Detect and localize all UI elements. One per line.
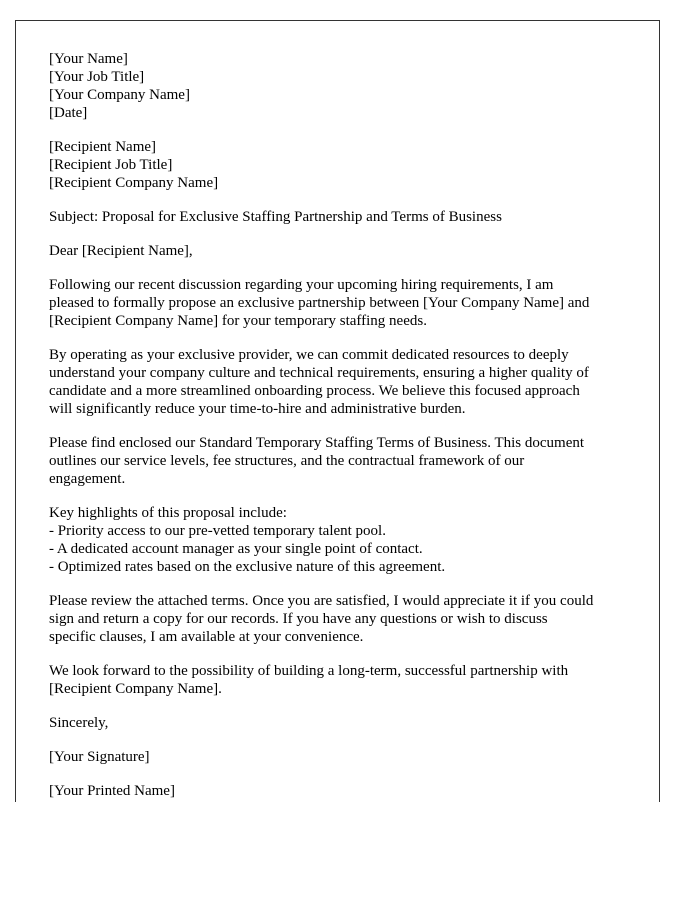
printed-name: [Your Printed Name] [49, 783, 175, 799]
paragraph-line: Key highlights of this proposal include: [49, 505, 287, 521]
salutation: Dear [Recipient Name], [49, 243, 193, 259]
recipient-company: [Recipient Company Name] [49, 175, 219, 191]
closing: Sincerely, [49, 715, 109, 731]
paragraph-line: Please find enclosed our Standard Temporary Staffing Terms of Business. This document [49, 435, 585, 451]
paragraph-line: pleased to formally propose an exclusive partnership between [Your Company Name] and [49, 295, 590, 311]
body-paragraph [49, 592, 639, 646]
body-paragraph [49, 276, 639, 330]
body-paragraph [49, 434, 639, 488]
paragraph-line: sign and return a copy for our records. If you have any questions or wish to discuss [49, 611, 548, 627]
sender-job-title: [Your Job Title] [49, 69, 145, 85]
recipient-job-title: [Recipient Job Title] [49, 157, 173, 173]
paragraph-line: candidate and a more streamlined onboarding process. We believe this focused approach [49, 383, 580, 399]
sender-block [49, 50, 639, 122]
body-paragraph [49, 346, 639, 418]
paragraph-line: By operating as your exclusive provider, we can commit dedicated resources to deeply [49, 347, 569, 363]
sender-name: [Your Name] [49, 51, 128, 67]
paragraph-line: Following our recent discussion regarding your upcoming hiring requirements, I am [49, 277, 554, 293]
letter-date: [Date] [49, 105, 88, 121]
paragraph-line: specific clauses, I am available at your convenience. [49, 629, 364, 645]
paragraph-line: - Optimized rates based on the exclusive nature of this agreement. [49, 559, 446, 575]
paragraph-line: Please review the attached terms. Once you are satisfied, I would appreciate it if you could [49, 593, 594, 609]
paragraph-line: understand your company culture and technical requirements, ensuring a higher quality of [49, 365, 589, 381]
body-paragraph [49, 662, 639, 698]
sender-company: [Your Company Name] [49, 87, 190, 103]
paragraph-line: [Recipient Company Name]. [49, 681, 222, 697]
recipient-block [49, 138, 639, 192]
paragraph-line: - Priority access to our pre-vetted temporary talent pool. [49, 523, 386, 539]
paragraph-line: [Recipient Company Name] for your temporary staffing needs. [49, 313, 427, 329]
paragraph-line: outlines our service levels, fee structures, and the contractual framework of our [49, 453, 525, 469]
paragraph-line: - A dedicated account manager as your single point of contact. [49, 541, 423, 557]
subject-line: Subject: Proposal for Exclusive Staffing Partnership and Terms of Business [49, 209, 502, 225]
paragraph-line: engagement. [49, 471, 126, 487]
recipient-name: [Recipient Name] [49, 139, 157, 155]
body-paragraph [49, 504, 639, 576]
signature: [Your Signature] [49, 749, 150, 765]
paragraph-line: will significantly reduce your time-to-hire and administrative burden. [49, 401, 466, 417]
paragraph-line: We look forward to the possibility of building a long-term, successful partnership with [49, 663, 569, 679]
letter-page [15, 20, 660, 802]
